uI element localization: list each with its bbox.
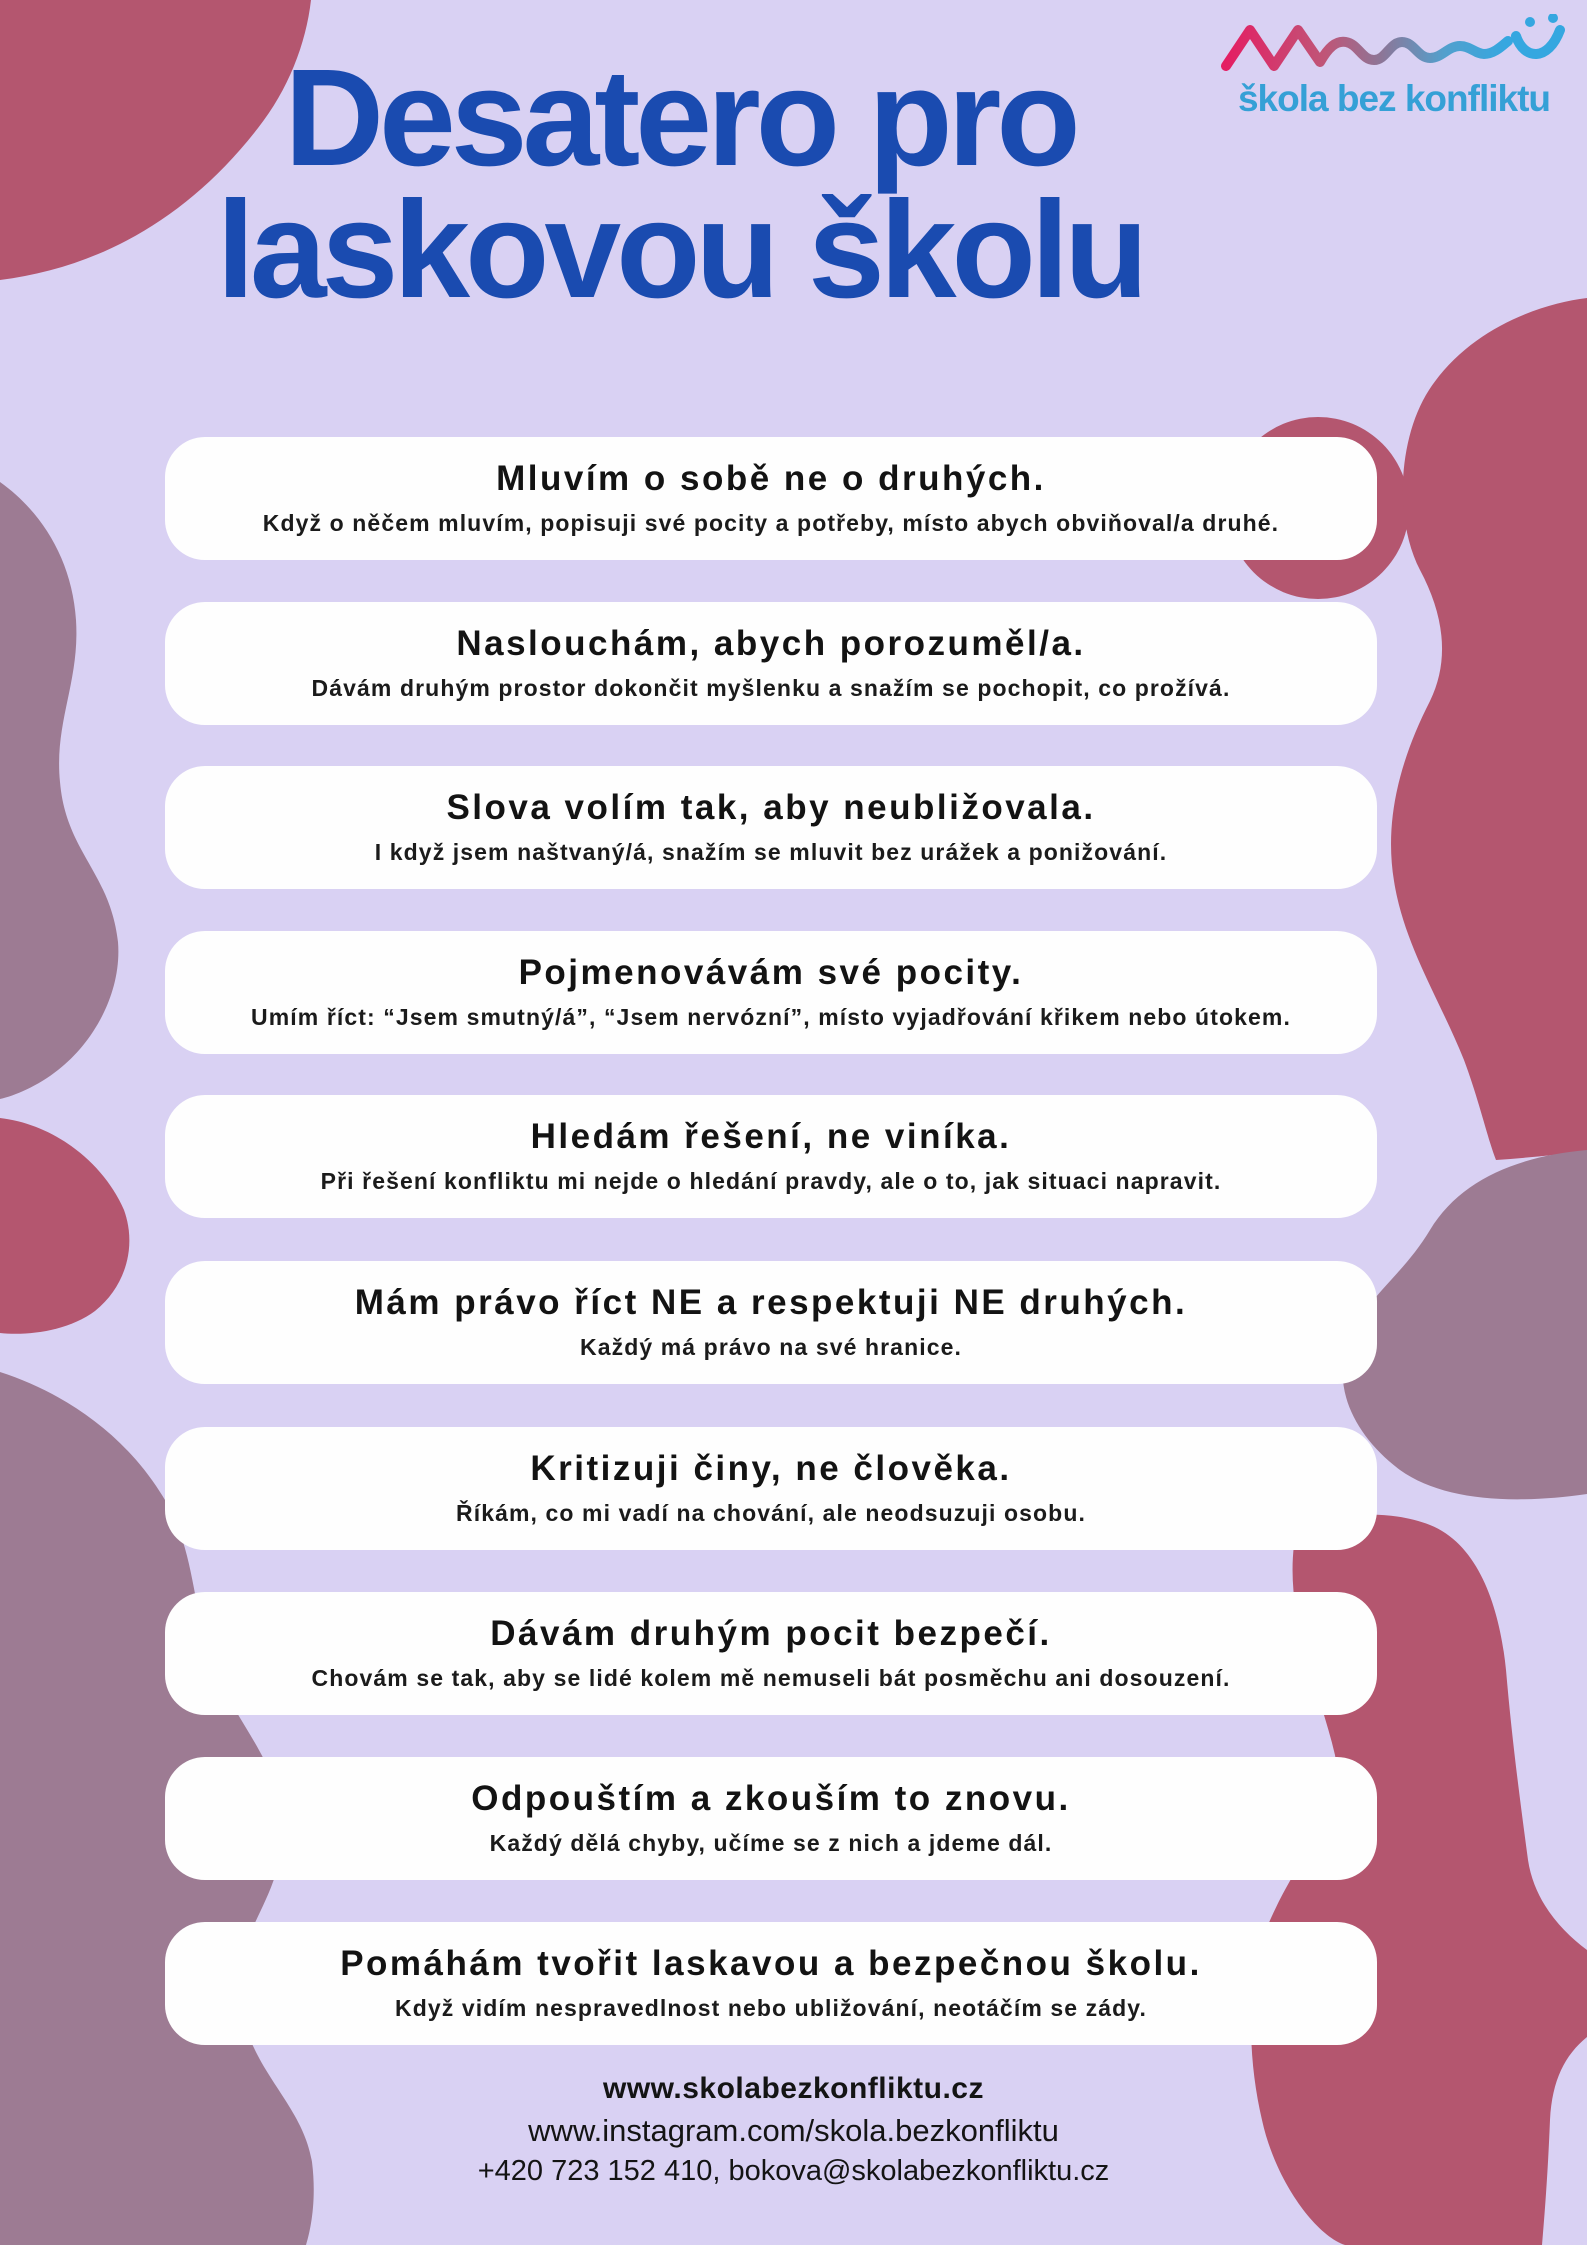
card bbox=[165, 1922, 1377, 2045]
card bbox=[165, 1757, 1377, 1880]
poster-title-line1: Desatero pro bbox=[284, 41, 1076, 195]
card-title: Pomáhám tvořit laskavou a bezpečnou školu. bbox=[340, 1943, 1202, 1983]
card-title: Dávám druhým pocit bezpečí. bbox=[490, 1613, 1052, 1653]
card-title: Kritizuji činy, ne člověka. bbox=[530, 1448, 1012, 1488]
card-title: Odpouštím a zkouším to znovu. bbox=[471, 1778, 1071, 1818]
footer-website: www.skolabezkonfliktu.cz bbox=[603, 2072, 984, 2105]
card bbox=[165, 1427, 1377, 1550]
card-subtitle: Při řešení konfliktu mi nejde o hledání pravdy, ale o to, jak situaci napravit. bbox=[320, 1167, 1222, 1194]
card bbox=[165, 1261, 1377, 1384]
card bbox=[165, 931, 1377, 1054]
card-title: Hledám řešení, ne viníka. bbox=[530, 1116, 1012, 1156]
poster-title-line2: laskovou školu bbox=[216, 173, 1144, 328]
card-subtitle: Když vidím nespravedlnost nebo ubližování, neotáčím se zády. bbox=[395, 1994, 1147, 2021]
footer bbox=[0, 2072, 1587, 2188]
card-title: Mám právo říct NE a respektuji NE druhých. bbox=[354, 1282, 1188, 1322]
card-title: Naslouchám, abych porozuměl/a. bbox=[456, 623, 1086, 663]
card bbox=[165, 1095, 1377, 1218]
card bbox=[165, 1592, 1377, 1715]
footer-contact: +420 723 152 410, bokova@skolabezkonfliktu.cz bbox=[477, 2155, 1110, 2187]
card-title: Mluvím o sobě ne o druhých. bbox=[496, 458, 1046, 498]
card bbox=[165, 437, 1377, 560]
card bbox=[165, 602, 1377, 725]
card-title: Slova volím tak, aby neubližovala. bbox=[446, 787, 1096, 827]
card-subtitle: Když o něčem mluvím, popisuji své pocity a potřeby, místo abych obviňoval/a druhé. bbox=[262, 509, 1280, 536]
card-subtitle: Říkám, co mi vadí na chování, ale neodsuzuji osobu. bbox=[456, 1499, 1086, 1526]
card-subtitle: Dávám druhým prostor dokončit myšlenku a snažím se pochopit, co prožívá. bbox=[311, 674, 1231, 701]
card-subtitle: Každý dělá chyby, učíme se z nich a jdeme dál. bbox=[489, 1829, 1053, 1856]
logo-wave-icon bbox=[1216, 14, 1572, 78]
card bbox=[165, 766, 1377, 889]
card-subtitle: Chovám se tak, aby se lidé kolem mě nemuseli bát posměchu ani dosouzení. bbox=[311, 1664, 1231, 1691]
card-subtitle: Každý má právo na své hranice. bbox=[580, 1333, 962, 1360]
card-title: Pojmenovávám své pocity. bbox=[518, 952, 1024, 992]
poster-title bbox=[0, 41, 1360, 328]
card-subtitle: I když jsem naštvaný/á, snažím se mluvit bez urážek a ponižování. bbox=[374, 838, 1168, 865]
logo-smiley-icon bbox=[1516, 14, 1560, 54]
footer-instagram: www.instagram.com/skola.bezkonfliktu bbox=[528, 2113, 1059, 2148]
logo-text: škola bez konfliktu bbox=[1237, 78, 1550, 119]
card-subtitle: Umím říct: “Jsem smutný/á”, “Jsem nervózní”, místo vyjadřování křikem nebo útokem. bbox=[251, 1003, 1291, 1030]
logo bbox=[1208, 14, 1580, 117]
